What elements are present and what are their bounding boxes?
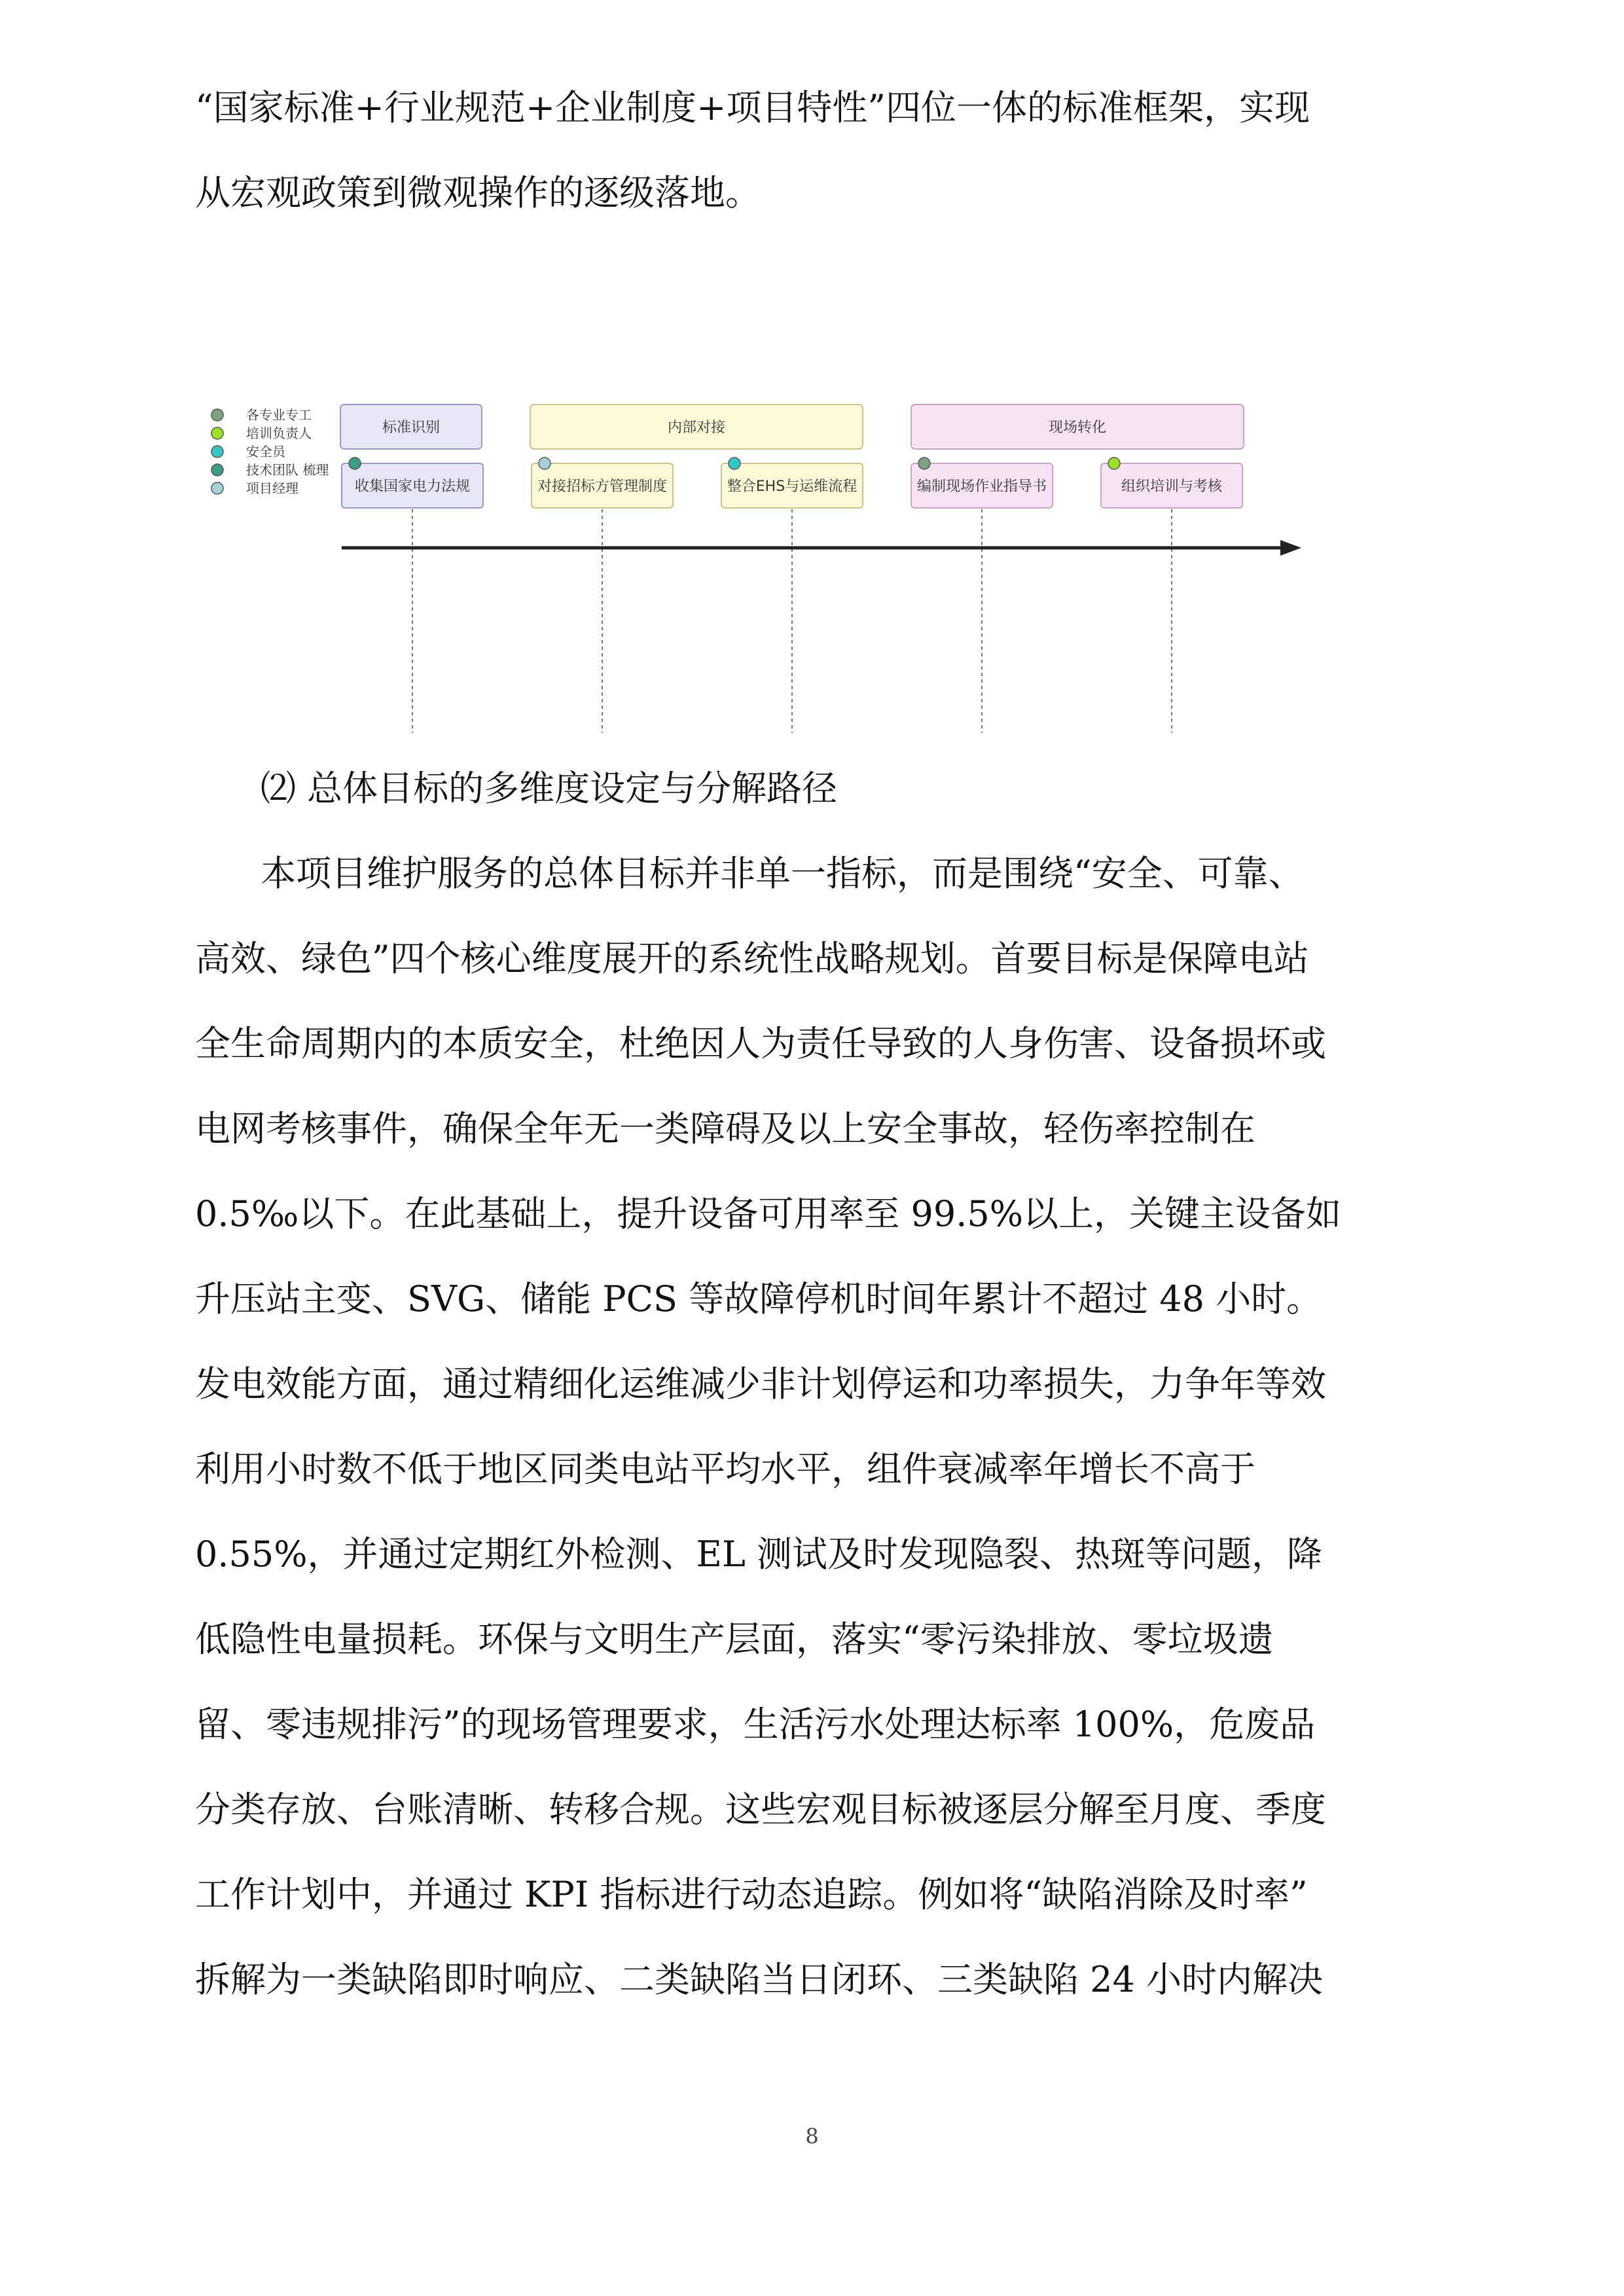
main-paragraph <box>195 831 1439 2022</box>
legend-label: 安全员 <box>246 444 285 459</box>
task-owner-dot <box>918 457 930 469</box>
standards-timeline-diagram <box>196 386 1322 740</box>
task-label: 收集国家电力法规 <box>354 478 471 495</box>
task-对接招标方管理制度 <box>532 457 673 508</box>
phase-label: 标准识别 <box>382 420 441 436</box>
main-line: 0.55%，并通过定期红外检测、EL 测试及时发现隐裂、热斑等问题，降 <box>195 1534 1322 1575</box>
main-line: 工作计划中，并通过 KPI 指标进行动态追踪。例如将“缺陷消除及时率” <box>195 1874 1308 1915</box>
page-number: 8 <box>805 2124 819 2149</box>
task-收集国家电力法规 <box>342 457 483 508</box>
task-owner-dot <box>539 457 550 469</box>
legend-dot <box>211 482 223 494</box>
main-line: 分类存放、台账清晰、转移合规。这些宏观目标被逐层分解至月度、季度 <box>195 1789 1326 1830</box>
main-line: 拆解为一类缺陷即时响应、二类缺陷当日闭环、三类缺陷 24 小时内解决 <box>195 1959 1324 2000</box>
legend-dot <box>211 409 223 421</box>
phase-label: 现场转化 <box>1048 420 1107 436</box>
time-axis-arrowhead <box>1280 540 1301 556</box>
main-line: 低隐性电量损耗。环保与文明生产层面，落实“零污染排放、零垃圾遗 <box>195 1619 1274 1660</box>
phase-label: 内部对接 <box>667 420 726 436</box>
main-line: 高效、绿色”四个核心维度展开的系统性战略规划。首要目标是保障电站 <box>195 938 1309 979</box>
main-line: 本项目维护服务的总体目标并非单一指标，而是围绕“安全、可靠、 <box>261 853 1304 894</box>
task-owner-dot <box>1108 457 1120 469</box>
phase-现场转化 <box>911 404 1244 449</box>
task-owner-dot <box>349 457 361 469</box>
intro-paragraph <box>195 65 1439 236</box>
task-owner-dot <box>729 457 740 469</box>
task-label: 编制现场作业指导书 <box>916 478 1047 495</box>
phase-内部对接 <box>530 404 863 449</box>
legend-label: 技术团队 梳理 <box>246 462 329 478</box>
main-line: 升压站主变、SVG、储能 PCS 等故障停机时间年累计不超过 48 小时。 <box>195 1278 1322 1319</box>
main-line: 0.5‰以下。在此基础上，提升设备可用率至 99.5%以上，关键主设备如 <box>195 1193 1342 1234</box>
main-line: 利用小时数不低于地区同类电站平均水平，组件衰减率年增长不高于 <box>195 1448 1255 1490</box>
legend-label: 培训负责人 <box>246 425 312 441</box>
legend-dot <box>211 464 223 476</box>
task-整合EHS与运维流程 <box>721 457 863 508</box>
legend-dot <box>211 427 223 439</box>
legend-label: 项目经理 <box>246 480 298 496</box>
main-line: 全生命周期内的本质安全，杜绝因人为责任导致的人身伤害、设备损坏或 <box>195 1023 1326 1064</box>
task-label: 组织培训与考核 <box>1121 478 1223 495</box>
section-heading: ⑵ 总体目标的多维度设定与分解路径 <box>261 768 838 809</box>
task-组织培训与考核 <box>1101 457 1242 508</box>
legend-label: 各专业专工 <box>246 407 312 423</box>
intro-line: 从宏观政策到微观操作的逐级落地。 <box>195 172 761 213</box>
phase-标准识别 <box>340 404 482 449</box>
intro-line: “国家标准+行业规范+企业制度+项目特性”四位一体的标准框架，实现 <box>195 87 1310 128</box>
task-label: 对接招标方管理制度 <box>537 478 668 495</box>
legend <box>211 407 329 496</box>
task-编制现场作业指导书 <box>911 457 1053 508</box>
main-line: 发电效能方面，通过精细化运维减少非计划停运和功率损失，力争年等效 <box>195 1363 1326 1405</box>
legend-dot <box>211 446 223 457</box>
main-line: 电网考核事件，确保全年无一类障碍及以上安全事故，轻伤率控制在 <box>195 1108 1255 1149</box>
task-label: 整合EHS与运维流程 <box>727 478 857 495</box>
main-line: 留、零违规排污”的现场管理要求，生活污水处理达标率 100%，危废品 <box>195 1704 1316 1745</box>
